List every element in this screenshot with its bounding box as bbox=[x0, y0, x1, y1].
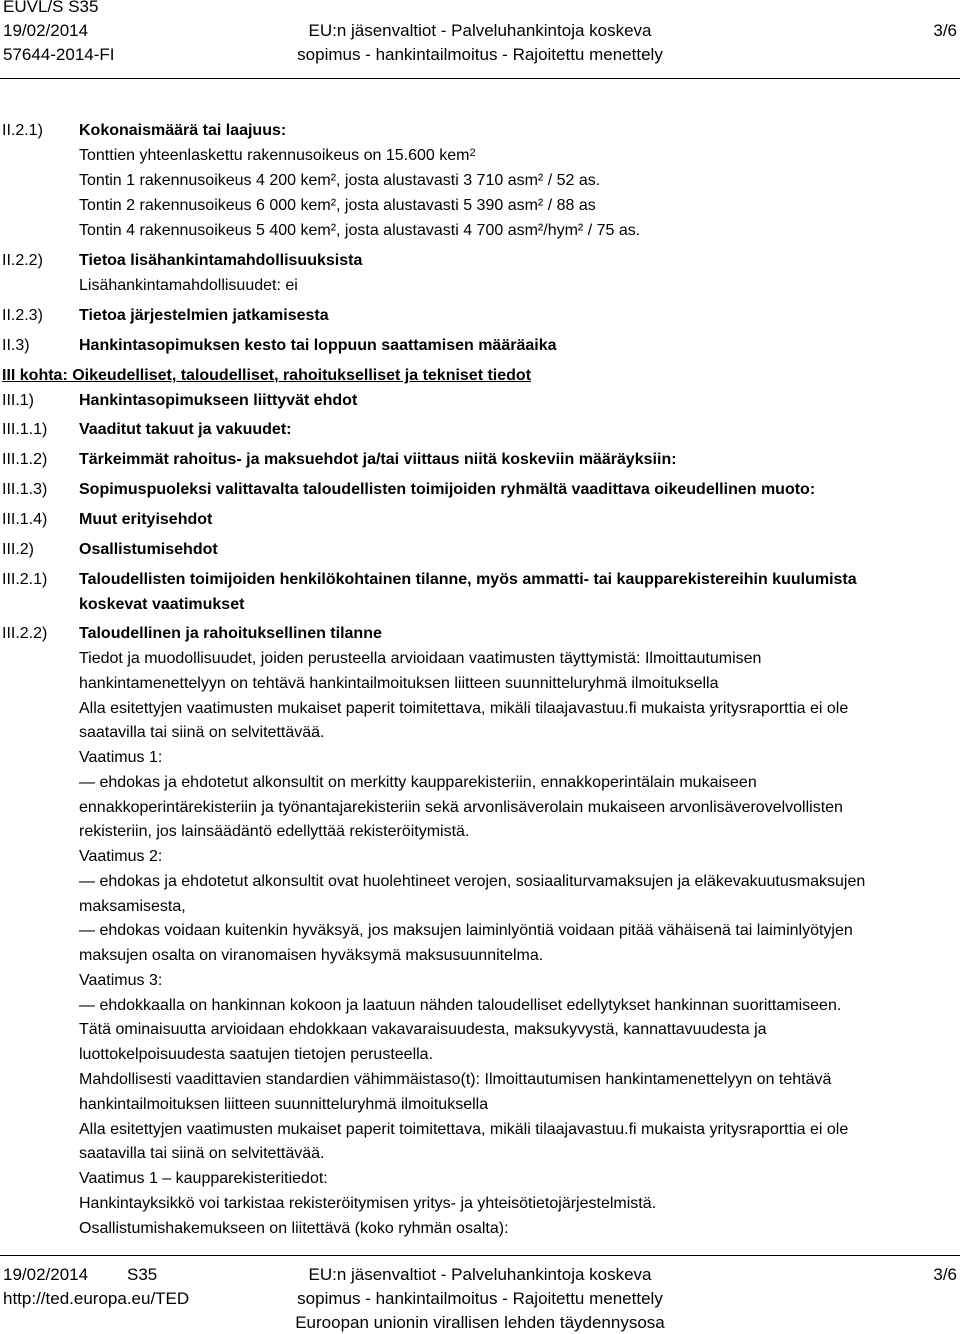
text-line: saatavilla tai siinä on selvitettävää. bbox=[79, 1145, 325, 1162]
footer-series: S35 bbox=[127, 1265, 158, 1284]
section-number: II.2.3) bbox=[2, 307, 43, 324]
header-date: 19/02/2014 bbox=[3, 21, 89, 40]
text-line: luottokelpoisuudesta saatujen tietojen perusteella. bbox=[79, 1046, 434, 1063]
header-page-number: 3/6 bbox=[933, 21, 957, 40]
footer-title-line2: sopimus - hankintailmoitus - Rajoitettu menettely bbox=[297, 1289, 663, 1308]
text-line: Vaatimus 1 – kaupparekisteritiedot: bbox=[79, 1170, 328, 1187]
footer-page-number: 3/6 bbox=[933, 1265, 957, 1284]
text-line: Hankintayksikkö voi tarkistaa rekisteröitymisen yritys- ja yhteisötietojärjestelmistä. bbox=[79, 1195, 657, 1212]
text-line: Vaatimus 3: bbox=[79, 972, 163, 989]
footer-url[interactable]: http://ted.europa.eu/TED bbox=[3, 1289, 190, 1308]
doc-id: 57644-2014-FI bbox=[3, 45, 115, 64]
section-title: Osallistumisehdot bbox=[79, 541, 218, 558]
text-line: — ehdokas ja ehdotetut alkonsultit ovat huolehtineet verojen, sosiaaliturvamaksujen ja eläkevakuutusmaksujen bbox=[79, 873, 866, 890]
text-line: — ehdokas ja ehdotetut alkonsultit on merkitty kaupparekisteriin, ennakkoperintälain mukaiseen bbox=[79, 774, 757, 791]
text-line: Alla esitettyjen vaatimusten mukaiset paperit toimitettava, mikäli tilaajavastuu.fi mukaista yritysraporttia ei ole bbox=[79, 1121, 849, 1138]
header-divider bbox=[0, 78, 960, 79]
footer-title-line3: Euroopan unionin virallisen lehden täydennysosa bbox=[295, 1313, 665, 1332]
header-title-line2: sopimus - hankintailmoitus - Rajoitettu menettely bbox=[297, 45, 663, 64]
footer-title-line1: EU:n jäsenvaltiot - Palveluhankintoja koskeva bbox=[308, 1265, 652, 1284]
scope-line-4: Tontin 4 rakennusoikeus 5 400 kem², josta alustavasti 4 700 asm²/hym² / 75 as. bbox=[79, 222, 641, 239]
text-line: Tätä ominaisuutta arvioidaan ehdokkaan vakavaraisuudesta, maksukyvystä, kannattavuudesta ja bbox=[79, 1021, 767, 1038]
text-line: Tiedot ja muodollisuudet, joiden perusteella arvioidaan vaatimusten täyttymistä: Ilmoittautumisen bbox=[79, 650, 762, 667]
text-line: Vaatimus 2: bbox=[79, 848, 163, 865]
section-title: Tietoa järjestelmien jatkamisesta bbox=[79, 307, 329, 324]
section-number: III.1.2) bbox=[2, 451, 48, 468]
section-title: Taloudellinen ja rahoituksellinen tilanne bbox=[79, 625, 382, 642]
scope-line-2: Tontin 1 rakennusoikeus 4 200 kem², josta alustavasti 3 710 asm² / 52 as. bbox=[79, 172, 601, 189]
section-number: III.1.1) bbox=[2, 421, 48, 438]
section-number: II.2.2) bbox=[2, 252, 43, 269]
footer-divider bbox=[0, 1255, 960, 1256]
section-number: II.3) bbox=[2, 337, 30, 354]
scope-line-3: Tontin 2 rakennusoikeus 6 000 kem², josta alustavasti 5 390 asm² / 88 as bbox=[79, 197, 596, 214]
section-number: III.1) bbox=[2, 392, 35, 409]
section-title: Taloudellisten toimijoiden henkilökohtainen tilanne, myös ammatti- tai kaupparekistereihin kuulumista bbox=[79, 571, 857, 588]
text-line: hankintailmoituksen liitteen suunnitteluryhmä ilmoituksella bbox=[79, 1096, 489, 1113]
section-title-continued: koskevat vaatimukset bbox=[79, 596, 245, 613]
footer-date: 19/02/2014 bbox=[3, 1265, 89, 1284]
additional-procurement-text: Lisähankintamahdollisuudet: ei bbox=[79, 277, 298, 294]
section-number: III.1.3) bbox=[2, 481, 48, 498]
part-heading: III kohta: Oikeudelliset, taloudelliset, rahoitukselliset ja tekniset tiedot bbox=[2, 367, 532, 384]
section-title: Hankintasopimuksen kesto tai loppuun saattamisen määräaika bbox=[79, 337, 557, 354]
section-number: III.1.4) bbox=[2, 511, 48, 528]
section-number: III.2.2) bbox=[2, 625, 48, 642]
header-title-line1: EU:n jäsenvaltiot - Palveluhankintoja koskeva bbox=[308, 21, 652, 40]
section-title: Vaaditut takuut ja vakuudet: bbox=[79, 421, 292, 438]
text-line: Alla esitettyjen vaatimusten mukaiset paperit toimitettava, mikäli tilaajavastuu.fi mukaista yritysraporttia ei ole bbox=[79, 700, 849, 717]
section-title: Hankintasopimukseen liittyvät ehdot bbox=[79, 392, 358, 409]
scope-line-1: Tonttien yhteenlaskettu rakennusoikeus on 15.600 kem$^2$ bbox=[79, 147, 476, 164]
text-line: rekisteriin, jos lainsäädäntö edellyttää rekisteröitymistä. bbox=[79, 823, 470, 840]
section-title: Muut erityisehdot bbox=[79, 511, 213, 528]
doc-code: EUVL/S S35 bbox=[3, 0, 99, 16]
section-title: Sopimuspuoleksi valittavalta taloudellisten toimijoiden ryhmältä vaadittava oikeudellinen muoto: bbox=[79, 481, 816, 498]
section-title: Tietoa lisähankintamahdollisuuksista bbox=[79, 252, 363, 269]
section-number: III.2) bbox=[2, 541, 35, 558]
text-line: saatavilla tai siinä on selvitettävää. bbox=[79, 724, 325, 741]
section-number: II.2.1) bbox=[2, 122, 43, 139]
text-line: — ehdokkaalla on hankinnan kokoon ja laatuun nähden taloudelliset edellytykset hankinnan suorittamiseen. bbox=[79, 997, 842, 1014]
text-line: Osallistumishakemukseen on liitettävä (koko ryhmän osalta): bbox=[79, 1220, 509, 1237]
section-title: Kokonaismäärä tai laajuus: bbox=[79, 122, 287, 139]
text-line: maksamisesta, bbox=[79, 898, 186, 915]
section-number: III.2.1) bbox=[2, 571, 48, 588]
section-title: Tärkeimmät rahoitus- ja maksuehdot ja/tai viittaus niitä koskeviin määräyksiin: bbox=[79, 451, 677, 468]
text-line: ennakkoperintärekisteriin ja työnantajarekisteriin sekä arvonlisäverolain mukaiseen arvonlisäverovelvollisten bbox=[79, 799, 843, 816]
text-line: maksujen osalta on viranomaisen hyväksymä maksusuunnitelma. bbox=[79, 947, 544, 964]
text-line: — ehdokas voidaan kuitenkin hyväksyä, jos maksujen laiminlyöntiä voidaan pitää vähäisenä tai laiminlyötyjen bbox=[79, 922, 853, 939]
text-line: hankintamenettelyyn on tehtävä hankintailmoituksen liitteen suunnitteluryhmä ilmoituksella bbox=[79, 675, 719, 692]
text-line: Vaatimus 1: bbox=[79, 749, 163, 766]
text-line: Mahdollisesti vaadittavien standardien vähimmäistaso(t): Ilmoittautumisen hankintamenettelyyn on tehtävä bbox=[79, 1071, 832, 1088]
